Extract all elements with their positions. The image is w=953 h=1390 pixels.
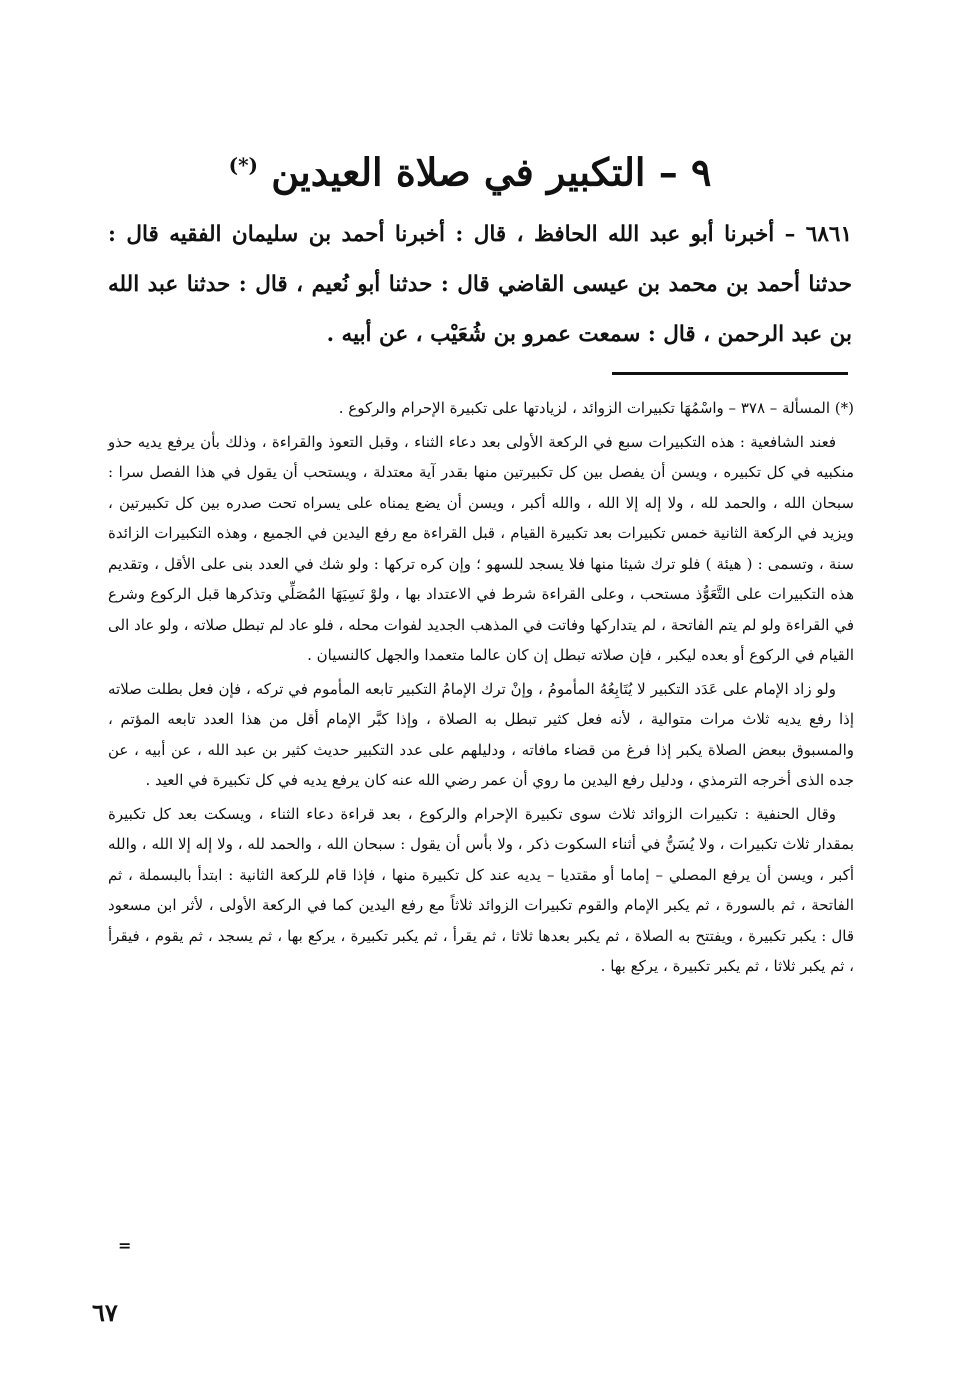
hadith-paragraph: ٦٨٦١ – أخبرنا أبو عبد الله الحافظ ، قال : أخبرنا أحمد بن سليمان الفقيه قال : حدثنا أحمد بن محمد بن عيسى القاضي قال : حدثنا أبو نُعيم ، قال : حدثنا عبد الله بن عبد الرحمن ، قال : سمعت عمرو بن شُعَيْب ، عن أبيه . <box>108 222 852 347</box>
footnote-block <box>108 393 854 982</box>
footnote-hanafi-paragraph: وقال الحنفية : تكبيرات الزوائد ثلاث سوى تكبيرة الإحرام والركوع ، بعد قراءة دعاء الثناء ، ويسكت بعد كل تكبيرة بمقدار ثلاث تكبيرات ، ولا يُسَنُّ في أثناء السكوت ذكر ، ولا بأس أن يقول : سبحان الله ، والحمد لله ، ولا إله إلا الله ، والله أكبر ، ويسن أن يرفع المصلي – إماما أو مقتديا – يديه عند كل تكبيرة منها ، فإذا قام للركعة الثانية : ابتدأ بالبسملة ، ثم الفاتحة ، ثم بالسورة ، ثم يكبر الإمام والقوم تكبيرات الزوائد ثلاثاً مع رفع اليدين كما في الركعة الأولى ، لأثر ابن مسعود قال : يكبر تكبيرة ، ويفتتح به الصلاة ، ثم يكبر بعدها ثلاثا ، ثم يقرأ ، ثم يكبر تكبيرة ، يركع بها ، ثم يسجد ، ثم يقوم ، فيقرأ ، ثم يكبر ثلاثا ، ثم يكبر تكبيرة ، يركع بها . <box>108 804 854 975</box>
chapter-title-text: ٩ – التكبير في صلاة العيدين <box>271 149 712 195</box>
chapter-title <box>150 138 790 200</box>
hadith-text-block <box>108 210 852 360</box>
footnote-divider <box>612 372 848 375</box>
footnote-marker: (*) <box>228 153 258 177</box>
footnote-shafii-paragraph: فعند الشافعية : هذه التكبيرات سبع في الركعة الأولى بعد دعاء الثناء ، وقبل التعوذ والقراءة ، وذلك بأن يرفع يديه حذو منكبيه في كل تكبيره ، ويسن أن يفصل بين كل تكبيرتين منها بقدر آية معتدلة ، ويستحب أن يقول في هذا الفصل سرا : سبحان الله ، والحمد لله ، ولا إله إلا الله ، والله أكبر ، ويسن أن يضع يمناه على يسراه تحت صدره بين كل تكبيرتين ، ويزيد في الركعة الثانية خمس تكبيرات بعد تكبيرة القيام ، قبل القراءة مع رفع اليدين في الجميع ، وهذه التكبيرات الزائدة سنة ، وتسمى : ( هيئة ) فلو ترك شيئا منها فلا يسجد للسهو ؛ وإن كره تركها : ولو شك في العدد بنى على الأقل ، وتقديم هذه التكبيرات على التَّعَوُّذ مستحب ، وعلى القراءة شرط في الاعتداد بها ، ولوْ نَسِيَهَا المُصَلِّي وتذكرها قبل الركوع وشرع في القراءة ولو لم يتم الفاتحة ، لم يتداركها وفاتت في المذهب الجديد لفوات محله ، فلو عاد لم تبطل صلاته ، ولو عاد الى القيام في الركوع أو بعده ليكبر ، فإن صلاته تبطل إن كان عالما متعمدا والجهل كالنسيان . <box>108 432 854 664</box>
footnote-heading: (*) المسألة – ٣٧٨ – واسْمُهَا تكبيرات الزوائد ، لزيادتها على تكبيرة الإحرام والركوع . <box>338 399 854 417</box>
footnote-imam-paragraph: ولو زاد الإمام على عَدَد التكبير لا يُتَابِعُهُ المأمومُ ، وإنْ ترك الإمامُ التكبير تابعه المأموم في تركه ، فإن فعل بطلت صلاته إذا رفع يديه ثلاث مرات متوالية ، لأنه فعل كثير تبطل به الصلاة ، وإذا كبَّر الإمام أقل من هذا العدد تابعه المؤتم ، والمسبوق ببعض الصلاة يكبر إذا فرغ من قضاء مافاته ، ودليلهم على عدد التكبير حديث كثير بن عبد الله ، عن أبيه ، عن جده الذى أخرجه الترمذي ، ودليل رفع اليدين ما روي أن عمر رضي الله عنه كان يرفع يديه في كل تكبيرة في العيد . <box>108 679 854 789</box>
continuation-mark: = <box>118 1236 132 1255</box>
page-number: ٦٧ <box>92 1298 118 1327</box>
